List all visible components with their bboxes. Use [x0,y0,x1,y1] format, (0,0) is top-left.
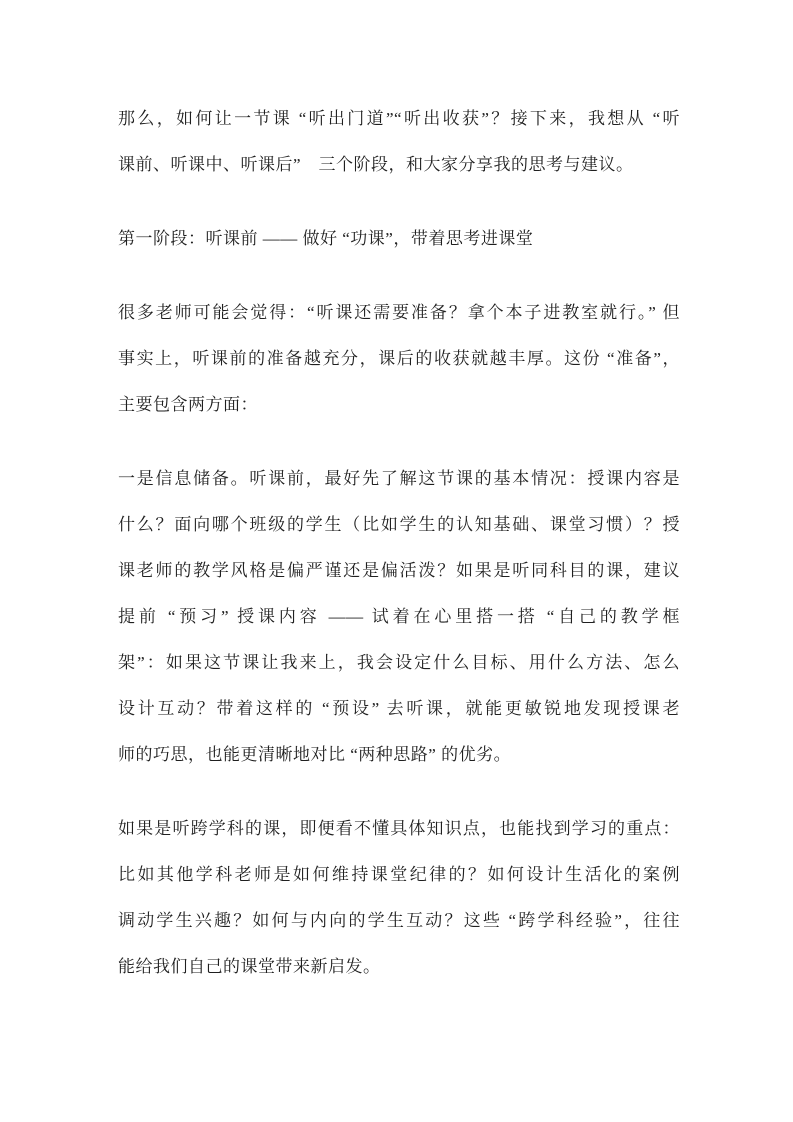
paragraph-information-reserve-line-5: 架”：如果这节课让我来上，我会设定什么目标、用什么方法、怎么 [118,653,680,672]
paragraph-information-reserve [118,456,680,778]
paragraph-cross-discipline-line-4: 能给我们自己的课堂带来新启发。 [118,957,381,976]
document-body [118,96,680,990]
heading-stage-one [118,216,680,262]
paragraph-information-reserve-line-7: 师的巧思，也能更清晰地对比 “两种思路” 的优劣。 [118,745,512,764]
heading-stage-one-line-1: 第一阶段：听课前 —— 做好 “功课”，带着思考进课堂 [118,229,534,248]
paragraph-cross-discipline-line-3: 调动学生兴趣？如何与内向的学生互动？这些 “跨学科经验”，往往 [118,911,680,930]
paragraph-preparation-line-3: 主要包含两方面： [118,395,258,414]
paragraph-cross-discipline [118,806,680,990]
paragraph-cross-discipline-line-2: 比如其他学科老师是如何维持课堂纪律的？如何设计生活化的案例 [118,865,680,884]
paragraph-intro-line-2: 课前、听课中、听课后” 三个阶段，和大家分享我的思考与建议。 [118,155,634,174]
paragraph-information-reserve-line-1: 一是信息储备。听课前，最好先了解这节课的基本情况：授课内容是 [118,469,680,488]
paragraph-intro-line-1: 那么，如何让一节课 “听出门道”“听出收获”？接下来，我想从 “听 [118,109,680,128]
paragraph-information-reserve-line-2: 什么？面向哪个班级的学生（比如学生的认知基础、课堂习惯）？授 [118,515,680,534]
paragraph-information-reserve-line-4: 提前 “预习” 授课内容 —— 试着在心里搭一搭 “自己的教学框 [118,607,680,626]
paragraph-information-reserve-line-3: 课老师的教学风格是偏严谨还是偏活泼？如果是听同科目的课，建议 [118,561,680,580]
paragraph-information-reserve-line-6: 设计互动？带着这样的 “预设” 去听课，就能更敏锐地发现授课老 [118,699,680,718]
paragraph-preparation-line-1: 很多老师可能会觉得：“听课还需要准备？拿个本子进教室就行。” 但 [118,303,680,322]
paragraph-preparation [118,290,680,428]
paragraph-intro [118,96,680,188]
paragraph-preparation-line-2: 事实上，听课前的准备越充分，课后的收获就越丰厚。这份 “准备”， [118,349,680,368]
paragraph-cross-discipline-line-1: 如果是听跨学科的课，即便看不懂具体知识点，也能找到学习的重点： [118,819,680,838]
